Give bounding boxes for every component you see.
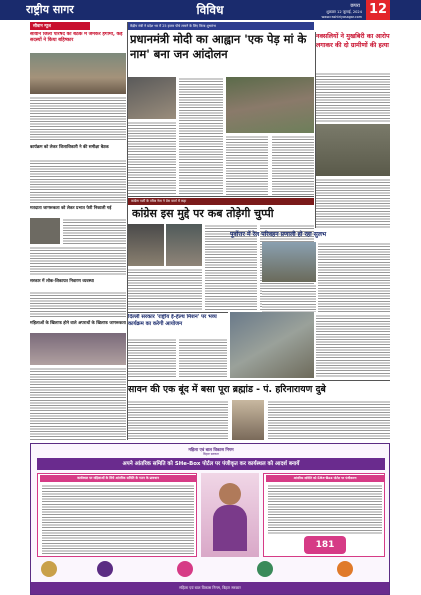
- section-tag: सीवान न्यूज: [30, 22, 90, 30]
- ad-org-name: महिला एवं बाल विकास निगम: [188, 447, 234, 452]
- left-body-6: [30, 367, 126, 440]
- congress-headline: कांग्रेस इस मुद्दे पर कब तोड़ेगी चुप्पी: [132, 207, 274, 220]
- ad-helpline-number: 181: [315, 540, 335, 550]
- ad-helpline-badge: [304, 536, 346, 554]
- section-rule: [128, 380, 390, 381]
- right-body-5: [316, 314, 390, 378]
- lead-body-4: [272, 135, 314, 195]
- ad-headline: अपने आंतरिक समिति को SHe-Box पोर्टल पर पंजीकृत कर कार्यस्थल को आदर्श बनायें: [37, 458, 385, 470]
- ad-woman-graphic: [201, 473, 259, 557]
- congress-body-1: [128, 268, 202, 310]
- ad-woman-body: [213, 505, 247, 551]
- section-name: विविध: [196, 3, 224, 17]
- right-headline: नक्सलियों ने मुखबिरी का आरोप लगाकर की दो ग्रामीणों की हत्या: [316, 33, 390, 49]
- lead-photo-1: [128, 77, 176, 119]
- left-headline-5: महिलाओं के खिलाफ होने वाले अपराधों के खिलाफ जागरूकता: [30, 320, 126, 325]
- delhi-headline: दिल्ली सरकार 'राष्ट्रीय ई-हेल्थ मिशन' पर भव्य कार्यक्रम का करेगी आयोजन: [128, 314, 217, 327]
- column-rule: [127, 22, 128, 440]
- ad-logo-row: [37, 560, 385, 578]
- lead-body-1: [128, 121, 176, 195]
- paper-name: राष्ट्रीय सागर: [26, 3, 74, 16]
- page-number-badge: 12: [366, 0, 390, 20]
- lead-body-2: [179, 77, 223, 195]
- ad-left-box-body: [42, 484, 194, 554]
- left-body-3: [63, 218, 126, 244]
- date-label: शुक्रवार 12 जुलाई, 2024: [326, 10, 362, 14]
- right-body-4: [262, 284, 316, 312]
- section-rule: [128, 312, 228, 313]
- right-body-2: [316, 178, 390, 228]
- right-photo-2: [262, 242, 316, 282]
- ad-footer: [31, 582, 389, 594]
- left-body-1: [30, 96, 126, 142]
- left-headline-2: कार्यक्रम को लेकर जिलाधिकारी ने की समीक्षा बैठक: [30, 144, 109, 149]
- left-body-4: [30, 246, 126, 276]
- left-headline-1: सीवान जिला परिषद की बैठक में जमकर हंगामा, कई सदस्यों ने किया बहिष्कार: [30, 32, 123, 44]
- top-banner: [128, 22, 314, 30]
- scheme-logo-icon: [97, 561, 113, 577]
- right-photo-1: [316, 124, 390, 176]
- left-headline-3: मतदाता जागरूकता को लेकर प्रभात फेरी निकाली गई: [30, 205, 112, 210]
- sawan-body-2: [268, 400, 390, 440]
- child-logo-icon: [257, 561, 273, 577]
- ad-woman-figure: [219, 483, 241, 505]
- lead-body-3: [226, 135, 268, 195]
- city-label: छपरा: [350, 3, 360, 9]
- left-body-5: [30, 291, 126, 318]
- right-body-3: [318, 242, 390, 312]
- website-label: www.rashtriyasagar.com: [321, 15, 362, 19]
- delhi-body-2: [179, 338, 227, 378]
- congress-photo-1: [128, 224, 164, 266]
- right-body-1: [316, 72, 390, 122]
- banner-text: केंद्रीय मंत्री ने प्रदेश भर में 25 हजार पौधे लगाने के लिए किया शुभारंभ: [130, 24, 216, 28]
- ad-panel: [30, 443, 390, 595]
- delhi-body-1: [128, 338, 176, 378]
- ad-right-box-body: [268, 484, 382, 534]
- left-photo-3: [30, 333, 126, 365]
- sawan-body-1: [128, 400, 228, 440]
- left-photo-1: [30, 53, 126, 94]
- ad-right-box-title: आंतरिक समिति को SHe-Box पोर्टल पर पंजीकरण: [266, 475, 384, 482]
- ad-left-box-title: कार्यस्थल पर महिलाओं के लिये आंतरिक समिति के गठन के प्रावधान: [40, 475, 196, 482]
- ad-org-sub: बिहार सरकार: [203, 452, 219, 456]
- women-logo-icon: [177, 561, 193, 577]
- section-rule: [128, 196, 314, 197]
- left-photo-2: [30, 218, 60, 244]
- corporation-logo-icon: [337, 561, 353, 577]
- congress-strap-text: कांग्रेस पार्टी के वरिष्ठ नेता ने प्रेस वार्ता में कहा: [131, 199, 187, 203]
- right-headline-2: पूर्वोत्तर में रेल परिवहन प्रणाली हो रहा सुलभ: [230, 231, 327, 238]
- left-column: [30, 22, 126, 318]
- lead-photo-2: [226, 77, 314, 133]
- sawan-photo: [232, 400, 264, 440]
- lead-headline: प्रधानमंत्री मोदी का आह्वान 'एक पेड़ मां के नाम' बना जन आंदोलन: [130, 32, 307, 61]
- ad-right-box: [263, 473, 385, 557]
- left-body-2: [30, 159, 126, 203]
- column-rule: [315, 32, 316, 228]
- congress-strap: [128, 198, 314, 205]
- congress-photo-2: [166, 224, 202, 266]
- sawan-headline: सावन की एक बूंद में बसा पूरा ब्रह्मांड - पं. हरिनारायण दुबे: [128, 384, 326, 395]
- ad-left-box: [37, 473, 197, 557]
- left-headline-4: सरकार में लोक-शिकायत निवारण व्यवस्था: [30, 278, 94, 283]
- ad-footer-text: महिला एवं बाल विकास निगम, बिहार सरकार: [179, 585, 241, 590]
- emblem-logo-icon: [41, 561, 57, 577]
- delhi-photo: [230, 312, 314, 378]
- masthead: [0, 0, 421, 20]
